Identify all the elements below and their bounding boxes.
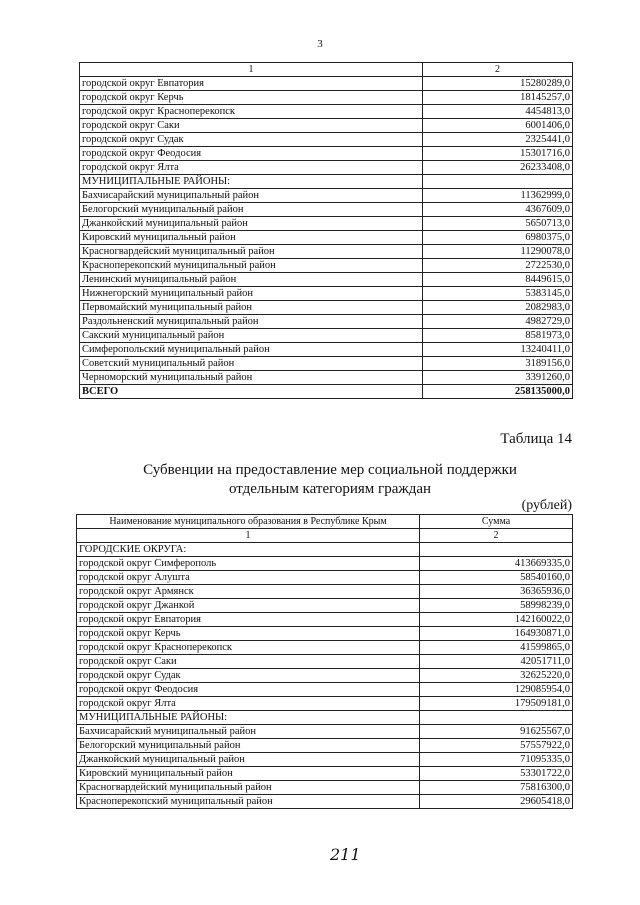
row-value: 2325441,0 bbox=[423, 133, 573, 147]
table-row bbox=[80, 105, 573, 119]
row-name: Белогорский муниципальный район bbox=[77, 739, 420, 753]
table-row bbox=[77, 543, 573, 557]
row-value: 58540160,0 bbox=[420, 571, 573, 585]
row-name: городской округ Саки bbox=[77, 655, 420, 669]
row-name: Сакский муниципальный район bbox=[80, 329, 423, 343]
row-value: 36365936,0 bbox=[420, 585, 573, 599]
row-value: 2722530,0 bbox=[423, 259, 573, 273]
row-value: 179509181,0 bbox=[420, 697, 573, 711]
row-name: городской округ Судак bbox=[77, 669, 420, 683]
table-row bbox=[80, 371, 573, 385]
table-row bbox=[77, 697, 573, 711]
column-number-1: 1 bbox=[77, 529, 420, 543]
row-name: Красноперекопский муниципальный район bbox=[80, 259, 423, 273]
page-number: 3 bbox=[317, 38, 323, 50]
row-name: городской округ Судак bbox=[80, 133, 423, 147]
table-row bbox=[77, 599, 573, 613]
row-name: городской округ Красноперекопск bbox=[80, 105, 423, 119]
row-name: Ленинский муниципальный район bbox=[80, 273, 423, 287]
column-header-sum: Сумма bbox=[420, 515, 573, 529]
table-row bbox=[77, 627, 573, 641]
table-14 bbox=[76, 514, 573, 809]
row-name: Белогорский муниципальный район bbox=[80, 203, 423, 217]
table-row bbox=[80, 329, 573, 343]
row-value: 6980375,0 bbox=[423, 231, 573, 245]
table-number: Таблица 14 bbox=[500, 431, 572, 447]
row-value: 26233408,0 bbox=[423, 161, 573, 175]
row-name: Нижнегорский муниципальный район bbox=[80, 287, 423, 301]
row-name: городской округ Джанкой bbox=[77, 599, 420, 613]
column-number-2: 2 bbox=[423, 63, 573, 77]
row-name: Бахчисарайский муниципальный район bbox=[80, 189, 423, 203]
handwritten-page-number: 211 bbox=[330, 845, 361, 864]
row-value: 42051711,0 bbox=[420, 655, 573, 669]
row-value: 2082983,0 bbox=[423, 301, 573, 315]
row-name: городской округ Евпатория bbox=[77, 613, 420, 627]
table-row bbox=[80, 357, 573, 371]
row-name: городской округ Керчь bbox=[80, 91, 423, 105]
row-name: городской округ Ялта bbox=[80, 161, 423, 175]
table-row bbox=[80, 231, 573, 245]
row-name: Джанкойский муниципальный район bbox=[77, 753, 420, 767]
table-row bbox=[77, 795, 573, 809]
table-row bbox=[77, 711, 573, 725]
row-value: 8581973,0 bbox=[423, 329, 573, 343]
units-label: (рублей) bbox=[521, 498, 572, 513]
row-name: Красноперекопский муниципальный район bbox=[77, 795, 420, 809]
table-row bbox=[77, 585, 573, 599]
table-row bbox=[80, 259, 573, 273]
row-name: Бахчисарайский муниципальный район bbox=[77, 725, 420, 739]
table-row bbox=[80, 343, 573, 357]
table-row bbox=[80, 175, 573, 189]
row-name: городской округ Армянск bbox=[77, 585, 420, 599]
table-row bbox=[77, 683, 573, 697]
row-value: 11290078,0 bbox=[423, 245, 573, 259]
row-name: городской округ Ялта bbox=[77, 697, 420, 711]
table-row bbox=[80, 77, 573, 91]
table-row bbox=[77, 641, 573, 655]
column-header-name: Наименование муниципального образования в Республике Крым bbox=[77, 515, 420, 529]
row-value: 3189156,0 bbox=[423, 357, 573, 371]
row-value: 41599865,0 bbox=[420, 641, 573, 655]
total-row bbox=[80, 385, 573, 399]
table-row bbox=[80, 315, 573, 329]
table-row bbox=[77, 655, 573, 669]
table-row bbox=[80, 91, 573, 105]
table-row bbox=[80, 217, 573, 231]
row-name: Первомайский муниципальный район bbox=[80, 301, 423, 315]
table-row bbox=[80, 203, 573, 217]
row-value: 413669335,0 bbox=[420, 557, 573, 571]
row-name: Симферопольский муниципальный район bbox=[80, 343, 423, 357]
row-value: 53301722,0 bbox=[420, 767, 573, 781]
row-name: городской округ Евпатория bbox=[80, 77, 423, 91]
row-name: городской округ Феодосия bbox=[77, 683, 420, 697]
row-value: 91625567,0 bbox=[420, 725, 573, 739]
column-number-2: 2 bbox=[420, 529, 573, 543]
column-number-1: 1 bbox=[80, 63, 423, 77]
row-value: 8449615,0 bbox=[423, 273, 573, 287]
row-name: МУНИЦИПАЛЬНЫЕ РАЙОНЫ: bbox=[77, 711, 420, 725]
row-name: городской округ Керчь bbox=[77, 627, 420, 641]
row-value: 5383145,0 bbox=[423, 287, 573, 301]
row-value: 58998239,0 bbox=[420, 599, 573, 613]
row-value: 142160022,0 bbox=[420, 613, 573, 627]
row-value bbox=[423, 175, 573, 189]
row-value: 15280289,0 bbox=[423, 77, 573, 91]
row-value: 4367609,0 bbox=[423, 203, 573, 217]
row-name: городской округ Саки bbox=[80, 119, 423, 133]
table-continuation bbox=[79, 62, 573, 399]
table-title bbox=[60, 461, 600, 499]
table-row bbox=[80, 287, 573, 301]
row-value: 3391260,0 bbox=[423, 371, 573, 385]
table-row bbox=[80, 147, 573, 161]
table-title-line-2: отдельным категориям граждан bbox=[228, 481, 432, 497]
row-value: 164930871,0 bbox=[420, 627, 573, 641]
row-name: городской округ Феодосия bbox=[80, 147, 423, 161]
table-row bbox=[80, 273, 573, 287]
row-value bbox=[420, 711, 573, 725]
total-label: ВСЕГО bbox=[80, 385, 423, 399]
row-value: 11362999,0 bbox=[423, 189, 573, 203]
table-row bbox=[77, 739, 573, 753]
table-title-line-1: Субвенции на предоставление мер социальной поддержки bbox=[143, 462, 517, 478]
row-value bbox=[420, 543, 573, 557]
table-row bbox=[80, 119, 573, 133]
table-row bbox=[80, 301, 573, 315]
table-row bbox=[77, 669, 573, 683]
row-value: 71095335,0 bbox=[420, 753, 573, 767]
table-row bbox=[77, 613, 573, 627]
row-name: Черноморский муниципальный район bbox=[80, 371, 423, 385]
row-name: Красногвардейский муниципальный район bbox=[77, 781, 420, 795]
table-number-row bbox=[77, 529, 573, 543]
row-name: Кировский муниципальный район bbox=[80, 231, 423, 245]
total-value: 258135000,0 bbox=[423, 385, 573, 399]
table-row bbox=[80, 161, 573, 175]
table-row bbox=[77, 781, 573, 795]
table-row bbox=[77, 725, 573, 739]
row-name: Раздольненский муниципальный район bbox=[80, 315, 423, 329]
row-value: 29605418,0 bbox=[420, 795, 573, 809]
row-name: Советский муниципальный район bbox=[80, 357, 423, 371]
row-name: Джанкойский муниципальный район bbox=[80, 217, 423, 231]
table-row bbox=[77, 571, 573, 585]
row-name: городской округ Алушта bbox=[77, 571, 420, 585]
row-name: городской округ Симферополь bbox=[77, 557, 420, 571]
row-value: 75816300,0 bbox=[420, 781, 573, 795]
row-value: 4454813,0 bbox=[423, 105, 573, 119]
table-row bbox=[77, 557, 573, 571]
row-value: 15301716,0 bbox=[423, 147, 573, 161]
row-value: 18145257,0 bbox=[423, 91, 573, 105]
table-row bbox=[80, 245, 573, 259]
table-row bbox=[80, 133, 573, 147]
row-name: МУНИЦИПАЛЬНЫЕ РАЙОНЫ: bbox=[80, 175, 423, 189]
row-value: 129085954,0 bbox=[420, 683, 573, 697]
table-header-row bbox=[80, 63, 573, 77]
table-row bbox=[80, 189, 573, 203]
row-value: 57557922,0 bbox=[420, 739, 573, 753]
row-name: ГОРОДСКИЕ ОКРУГА: bbox=[77, 543, 420, 557]
table-row bbox=[77, 767, 573, 781]
row-value: 4982729,0 bbox=[423, 315, 573, 329]
row-value: 5650713,0 bbox=[423, 217, 573, 231]
row-value: 6001406,0 bbox=[423, 119, 573, 133]
row-name: Кировский муниципальный район bbox=[77, 767, 420, 781]
row-name: Красногвардейский муниципальный район bbox=[80, 245, 423, 259]
table-row bbox=[77, 753, 573, 767]
row-value: 13240411,0 bbox=[423, 343, 573, 357]
row-value: 32625220,0 bbox=[420, 669, 573, 683]
table-header-row bbox=[77, 515, 573, 529]
row-name: городской округ Красноперекопск bbox=[77, 641, 420, 655]
